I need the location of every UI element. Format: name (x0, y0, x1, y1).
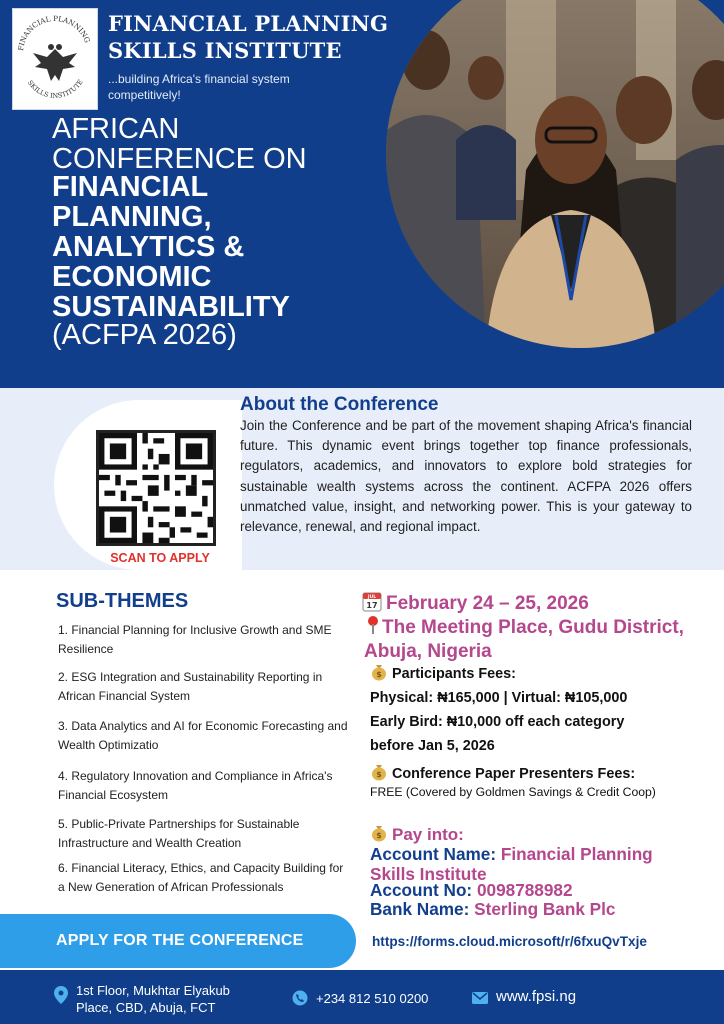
sub-theme-item: 1. Financial Planning for Inclusive Growth and SME Resilience (58, 623, 332, 656)
money-bag-icon (370, 824, 388, 842)
sub-theme-item: 4. Regulatory Innovation and Compliance in Africa's Financial Ecosystem (58, 769, 333, 802)
account-number: Account No: 0098788982 (370, 880, 573, 900)
about-heading: About the Conference (240, 394, 439, 415)
apply-button-label[interactable]: APPLY FOR THE CONFERENCE (56, 932, 304, 949)
svg-text:$: $ (376, 670, 382, 679)
account-name: Account Name: Financial Planning Skills Institute (370, 844, 653, 884)
map-pin-icon (364, 615, 382, 635)
svg-text:SKILLS INSTITUTE: SKILLS INSTITUTE (25, 78, 85, 100)
footer-phone[interactable]: +234 812 510 0200 (316, 991, 429, 1006)
svg-text:$: $ (376, 831, 382, 840)
mail-icon (472, 991, 488, 1003)
conference-title-prefix: AFRICAN CONFERENCE ON (52, 113, 307, 175)
svg-text:17: 17 (366, 601, 378, 610)
qr-code[interactable] (96, 430, 216, 546)
application-link[interactable]: https://forms.cloud.microsoft/r/6fxuQvTxje (372, 934, 647, 949)
presenters-fees-note: FREE (Covered by Goldmen Savings & Credit Coop) (370, 785, 656, 799)
fees-early-bird-deadline: before Jan 5, 2026 (370, 738, 495, 754)
pay-into-heading: $ Pay into: (370, 824, 464, 845)
conference-title-main: FINANCIAL PLANNING, ANALYTICS & ECONOMIC SUSTAINABILITY (52, 171, 290, 323)
money-bag-icon (370, 763, 388, 781)
organization-name: FINANCIAL PLANNING SKILLS INSTITUTE (108, 11, 389, 63)
about-body: Join the Conference and be part of the movement shaping Africa's financial future. This dynamic event brings together top finance professionals, regulators, academics, and innovators to explore bold strategies for sustainable wealth systems across the continent. ACFPA 2026 offers unmatched value, insight, and networking power. This is your gateway to relevance, renewal, and regional impact. (240, 418, 692, 535)
location-pin-icon (54, 986, 68, 1004)
footer-website[interactable]: www.fpsi.ng (496, 988, 577, 1005)
conference-acronym: (ACFPA 2026) (52, 319, 237, 351)
participants-fees-heading: $ Participants Fees: (370, 662, 516, 686)
sub-theme-item: 2. ESG Integration and Sustainability Reporting in African Financial System (58, 670, 323, 703)
event-venue: The Meeting Place, Gudu District, Abuja, Nigeria (364, 617, 684, 662)
money-bag-icon (370, 663, 388, 681)
sub-theme-item: 3. Data Analytics and AI for Economic Forecasting and Wealth Optimizatio (58, 719, 348, 752)
footer-address: 1st Floor, Mukhtar Elyakub Place, CBD, Abuja, FCT (76, 983, 230, 1015)
fees-early-bird: Early Bird: ₦10,000 off each category (370, 714, 625, 730)
scan-to-apply-label: SCAN TO APPLY (110, 551, 210, 565)
institute-logo (12, 8, 98, 110)
sub-theme-item: 6. Financial Literacy, Ethics, and Capacity Building for a New Generation of African Professionals (58, 861, 344, 894)
sub-themes-heading: SUB-THEMES (56, 590, 189, 612)
presenters-fees-heading: $ Conference Paper Presenters Fees: (370, 762, 635, 786)
tagline: ...building Africa's financial system competitively! (108, 72, 290, 102)
fees-physical-virtual: Physical: ₦165,000 | Virtual: ₦105,000 (370, 690, 628, 706)
svg-text:JUL: JUL (367, 595, 377, 600)
event-date: JUL 17 February 24 – 25, 2026 (362, 590, 589, 615)
bank-name: Bank Name: Sterling Bank Plc (370, 899, 616, 919)
sub-theme-item: 5. Public-Private Partnerships for Sustainable Infrastructure and Wealth Creation (58, 817, 300, 850)
svg-text:FINANCIAL PLANNING: FINANCIAL PLANNING (16, 13, 93, 52)
calendar-icon (362, 590, 382, 612)
svg-text:$: $ (376, 770, 382, 779)
phone-icon (292, 990, 308, 1006)
